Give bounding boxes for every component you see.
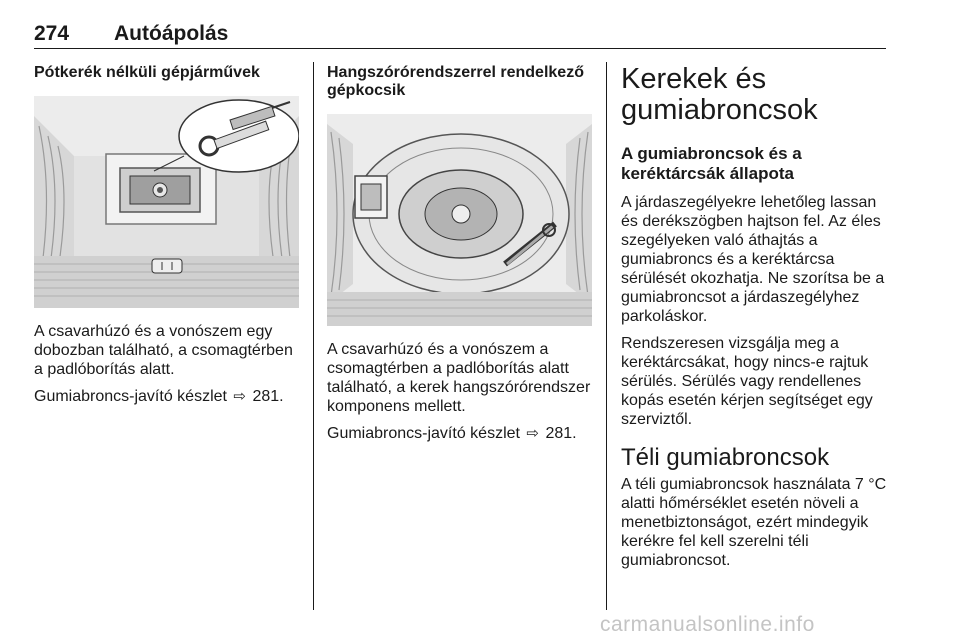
column-3 [621, 64, 889, 578]
cross-reference-page: 281. [545, 425, 577, 442]
paragraph: A csavarhúzó és a vonószem a csomagtérben a padlóborítás alatt található, a kerek hangszórórendszer komponens mellett. [327, 341, 591, 415]
arrow-right-icon: ⇨ [233, 388, 246, 405]
paragraph: A csavarhúzó és a vonószem egy dobozban található, a csomagtérben a padlóborítás alatt. [34, 323, 293, 378]
page-header [34, 22, 886, 49]
chapter-title: Kerekek és gumiabroncsok [621, 63, 818, 126]
watermark: carmanualsonline.info [600, 613, 815, 636]
column-divider [606, 62, 607, 610]
cross-reference [34, 387, 299, 406]
paragraph: A téli gumiabroncsok használata 7 °C alatti hőmérséklet esetén növeli a menetbiztonságot, ezért mindegyik kerékre fel kell szerelni téli gumiabroncsot. [621, 476, 887, 569]
arrow-right-icon: ⇨ [526, 425, 539, 442]
subheading-winter-tyres: Téli gumiabroncsok [621, 444, 830, 471]
section-title: Autóápolás [114, 22, 229, 45]
spare-wheel-well-tools-illustration [34, 96, 299, 308]
heading-sound-system-cars: Hangszórórendszerrel rendelkező gépkocsik [327, 64, 584, 99]
cross-reference-page: 281. [252, 388, 284, 405]
column-divider [313, 62, 314, 610]
column-1 [34, 64, 299, 414]
column-2 [327, 64, 592, 451]
subwoofer-spare-well-illustration [327, 114, 592, 326]
paragraph: A járdaszegélyekre lehetőleg lassan és derékszögben hajtson fel. Az éles szegélyeken való áthajtás a gumiabroncs és a keréktárcsa sérülését okozhatja. Ne szorítsa be a gumiabroncsot a járdaszegélyhez parkoláskor. [621, 194, 885, 325]
subheading-tyre-condition: A gumiabroncsok és a keréktárcsák állapota [621, 144, 802, 183]
cross-reference-text: Gumiabroncs-javító készlet [34, 388, 227, 405]
page-number: 274 [34, 22, 70, 45]
paragraph: Rendszeresen vizsgálja meg a keréktárcsákat, hogy nincs-e rajtuk sérülés. Sérülés vagy rendellenes kopás esetén kérjen segítséget egy szerviztől. [621, 335, 873, 428]
cross-reference-text: Gumiabroncs-javító készlet [327, 425, 520, 442]
cross-reference [327, 424, 592, 443]
heading-no-spare-wheel: Pótkerék nélküli gépjárművek [34, 64, 260, 81]
